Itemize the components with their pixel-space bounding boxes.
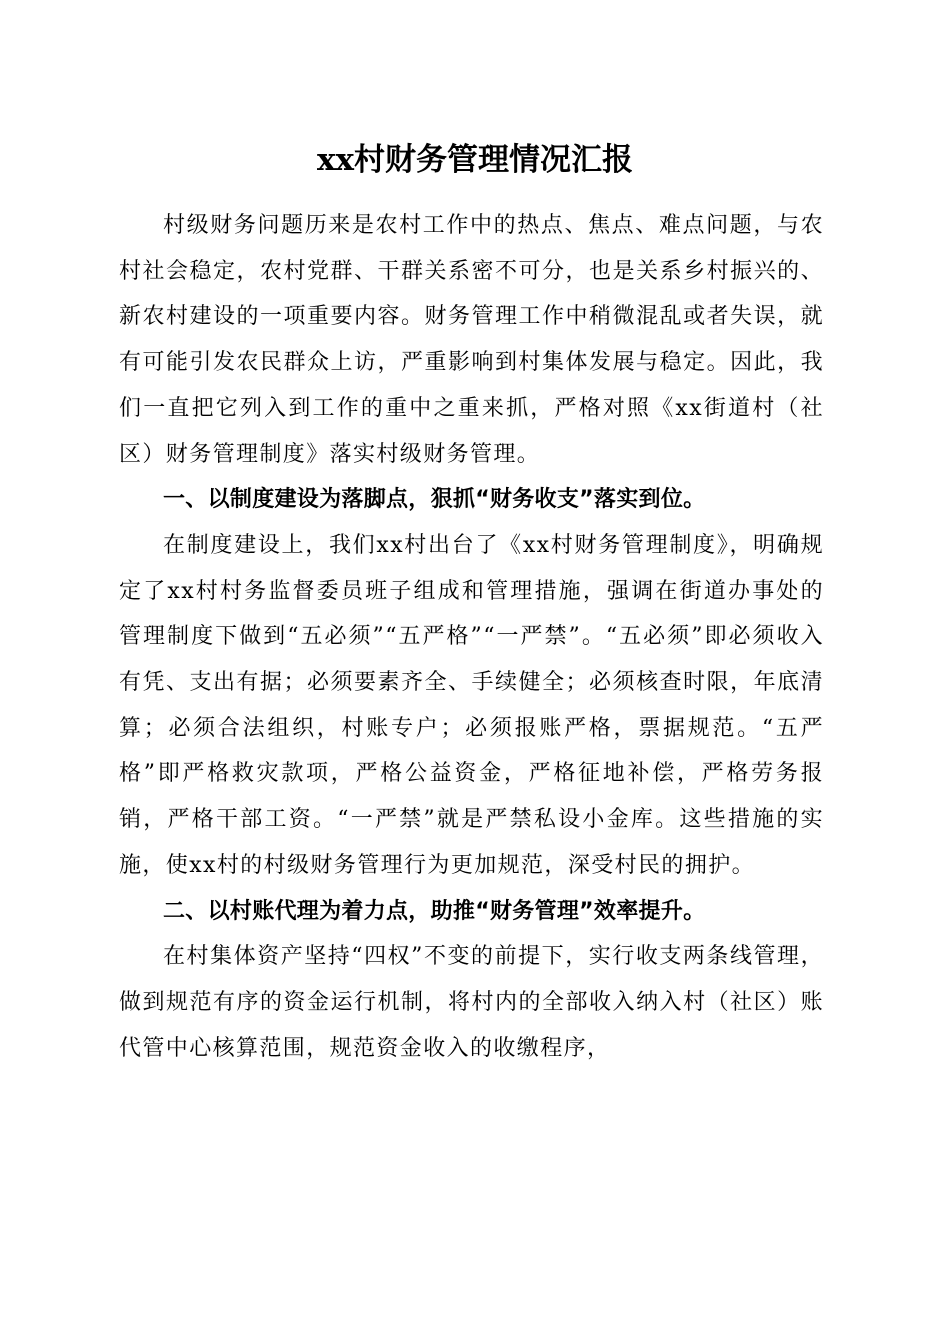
document-title: xx村财务管理情况汇报 bbox=[317, 142, 633, 178]
section-heading-1: 一、以制度建设为落脚点，狠抓“财务收支”落实到位。 bbox=[163, 487, 706, 513]
paragraph-section-2: 在村集体资产坚持“四权”不变的前提下，实行收支两条线管理，做到规范有序的资金运行机制，将村内的全部收入纳入村（社区）账代管中心核算范围，规范资金收入的收缴程序， bbox=[119, 944, 824, 1061]
document-body bbox=[119, 203, 824, 1071]
paragraph-section-1: 在制度建设上，我们xx村出台了《xx村财务管理制度》，明确规定了xx村村务监督委员班子组成和管理措施，强调在街道办事处的管理制度下做到“五必须”“五严格”“一严禁”。“五必须”即必须收入有凭、支出有据；必须要素齐全、手续健全；必须核查时限，年底清算；必须合法组织，村账专户；必须报账严格，票据规范。“五严格”即严格救灾款项，严格公益资金，严格征地补偿，严格劳务报销，严格干部工资。“一严禁”就是严禁私设小金库。这些措施的实施，使xx村的村级财务管理行为更加规范，深受村民的拥护。 bbox=[119, 532, 824, 878]
section-heading-2: 二、以村账代理为着力点，助推“财务管理”效率提升。 bbox=[163, 898, 706, 924]
paragraph-intro: 村级财务问题历来是农村工作中的热点、焦点、难点问题，与农村社会稳定，农村党群、干群关系密不可分，也是关系乡村振兴的、新农村建设的一项重要内容。财务管理工作中稍微混乱或者失误，就有可能引发农民群众上访，严重影响到村集体发展与稳定。因此，我们一直把它列入到工作的重中之重来抓，严格对照《xx街道村（社区）财务管理制度》落实村级财务管理。 bbox=[119, 213, 824, 467]
